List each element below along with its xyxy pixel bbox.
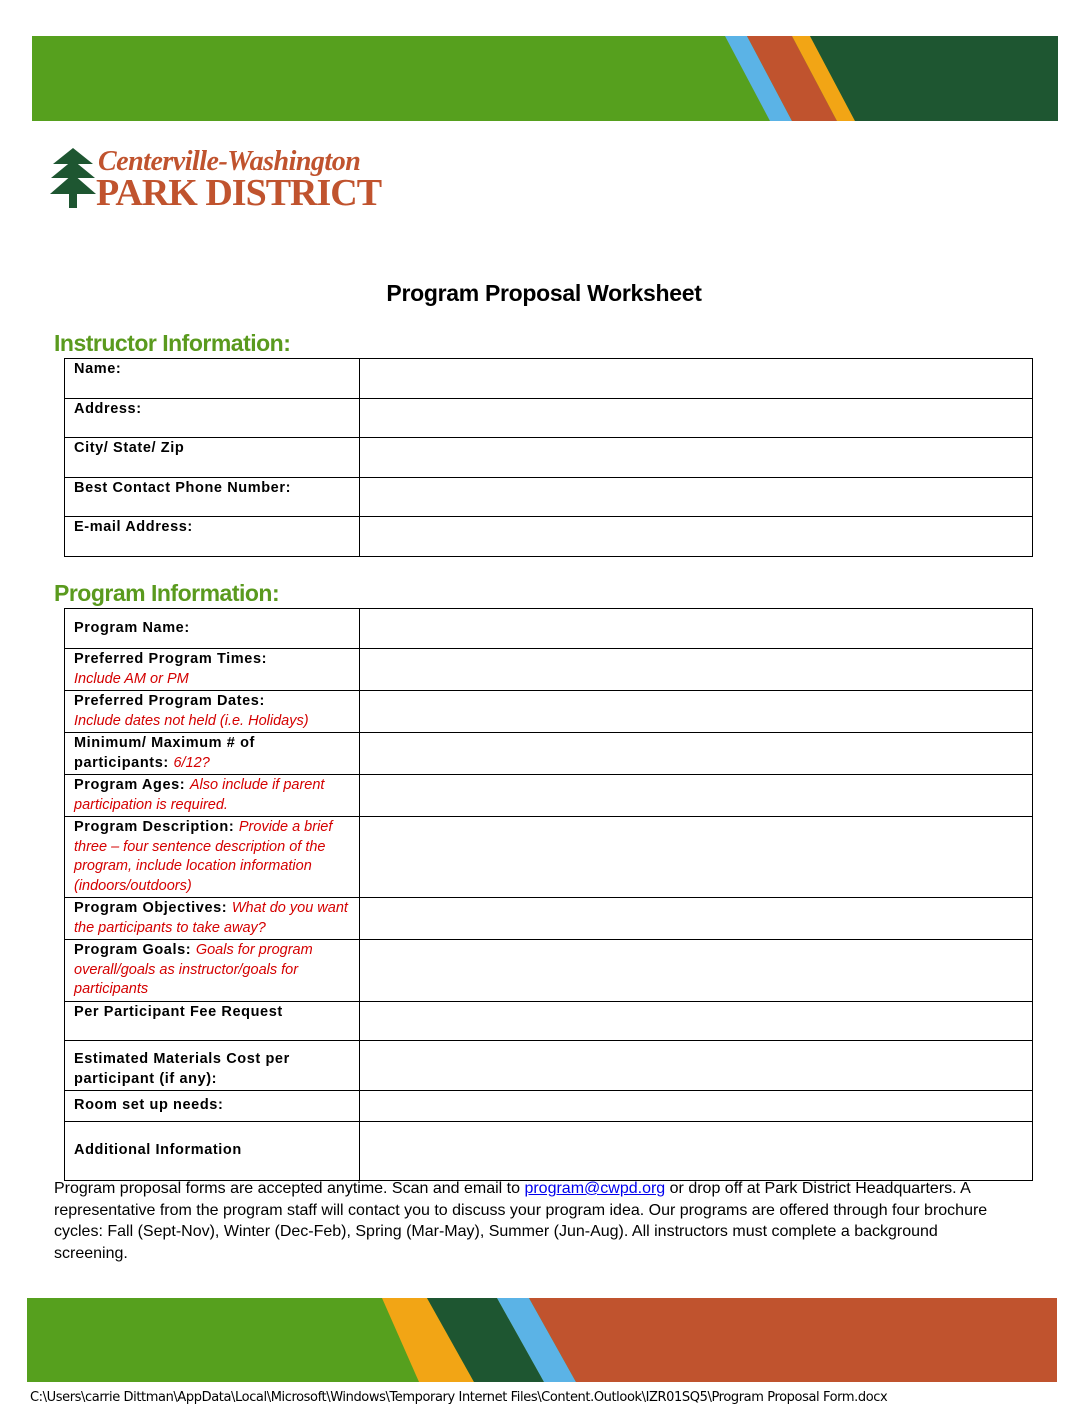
city-state-zip-field[interactable] [360, 438, 1033, 478]
table-row [65, 359, 1033, 399]
room-setup-field[interactable] [360, 1091, 1033, 1122]
table-row [65, 477, 1033, 517]
materials-cost-label [65, 1041, 360, 1091]
additional-info-field[interactable] [360, 1122, 1033, 1181]
row-label: Program Goals: [74, 942, 192, 958]
table-row [65, 775, 1033, 817]
table-row [65, 438, 1033, 478]
program-dates-label [65, 691, 360, 733]
name-field[interactable] [360, 359, 1033, 399]
program-times-field[interactable] [360, 649, 1033, 691]
submission-instructions [54, 1178, 1014, 1264]
table-row [65, 1122, 1033, 1181]
row-label: Estimated Materials Cost per participant (if any): [74, 1051, 290, 1087]
email-field[interactable] [360, 517, 1033, 557]
row-label: Program Description: [74, 819, 235, 835]
email-label: E-mail Address: [65, 517, 360, 557]
file-path: C:\Users\carrie Dittman\AppData\Local\Microsoft\Windows\Temporary Internet Files\Content.Outlook\IZR01SQ5\Program Proposal Form.docx [30, 1390, 888, 1405]
fee-request-label [65, 1001, 360, 1041]
program-name-field[interactable] [360, 609, 1033, 649]
row-hint: 6/12? [173, 754, 210, 771]
row-hint: Also include if parent participation is required. [74, 777, 325, 813]
table-row [65, 1041, 1033, 1091]
row-label: Program Ages: [74, 777, 186, 793]
address-label: Address: [65, 398, 360, 438]
instructor-info-table [64, 358, 1033, 557]
program-dates-field[interactable] [360, 691, 1033, 733]
table-row [65, 817, 1033, 898]
table-row [65, 898, 1033, 940]
program-times-label [65, 649, 360, 691]
city-state-zip-label: City/ State/ Zip [65, 438, 360, 478]
phone-label: Best Contact Phone Number: [65, 477, 360, 517]
row-hint: Provide a brief three – four sentence description of the program, include location information (indoors/outdoors) [74, 819, 333, 894]
table-row [65, 517, 1033, 557]
program-name-label [65, 609, 360, 649]
materials-cost-field[interactable] [360, 1041, 1033, 1091]
logo-line-2: PARK DISTRICT [96, 172, 382, 214]
program-goals-field[interactable] [360, 940, 1033, 1002]
program-objectives-field[interactable] [360, 898, 1033, 940]
program-ages-label [65, 775, 360, 817]
document-title: Program Proposal Worksheet [386, 280, 702, 306]
pine-tree-icon [50, 146, 96, 210]
table-row [65, 398, 1033, 438]
row-label: Per Participant Fee Request [74, 1003, 283, 1020]
program-info-table [64, 608, 1033, 1181]
room-setup-label [65, 1091, 360, 1122]
min-max-participants-label [65, 733, 360, 775]
row-label: Program Objectives: [74, 900, 228, 916]
logo-line-1: Centerville-Washington [98, 146, 361, 177]
instructions-text-start: Program proposal forms are accepted anytime. Scan and email to [54, 1180, 525, 1197]
park-district-logo [50, 146, 410, 216]
program-objectives-label [65, 898, 360, 940]
min-max-participants-field[interactable] [360, 733, 1033, 775]
program-description-label [65, 817, 360, 898]
table-row [65, 1091, 1033, 1122]
row-label: Preferred Program Times: [74, 651, 268, 667]
table-row [65, 609, 1033, 649]
additional-info-label [65, 1122, 360, 1181]
program-section-heading: Program Information: [54, 580, 280, 606]
program-description-field[interactable] [360, 817, 1033, 898]
bottom-banner [27, 1298, 1057, 1382]
row-label: Additional Information [74, 1142, 242, 1159]
table-row [65, 1001, 1033, 1041]
fee-request-field[interactable] [360, 1001, 1033, 1041]
table-row [65, 733, 1033, 775]
row-label: Preferred Program Dates: [74, 693, 265, 709]
table-row [65, 940, 1033, 1002]
row-label: Room set up needs: [74, 1097, 224, 1114]
program-goals-label [65, 940, 360, 1002]
program-ages-field[interactable] [360, 775, 1033, 817]
row-hint: Include AM or PM [74, 670, 189, 687]
row-label: Program Name: [74, 619, 190, 636]
row-hint: Goals for program overall/goals as instructor/goals for participants [74, 942, 313, 997]
table-row [65, 691, 1033, 733]
instructions-text-end: or drop off at Park District Headquarters. A representative from the program staff will contact you to discuss your program idea. Our programs are offered through four brochure cycles: Fall (Sept-Nov), Winter (Dec-Feb), Spring (Mar-May), Summer (Jun-Aug). All instructors must complete a background screening. [54, 1180, 988, 1262]
row-hint: Include dates not held (i.e. Holidays) [74, 712, 309, 729]
phone-field[interactable] [360, 477, 1033, 517]
table-row [65, 649, 1033, 691]
row-hint: What do you want the participants to take away? [74, 900, 348, 936]
row-label: Minimum/ Maximum # of participants: [74, 735, 255, 771]
instructor-section-heading: Instructor Information: [54, 330, 291, 356]
program-email-link[interactable]: program@cwpd.org [524, 1180, 666, 1197]
name-label: Name: [65, 359, 360, 399]
address-field[interactable] [360, 398, 1033, 438]
top-banner [32, 36, 1058, 121]
